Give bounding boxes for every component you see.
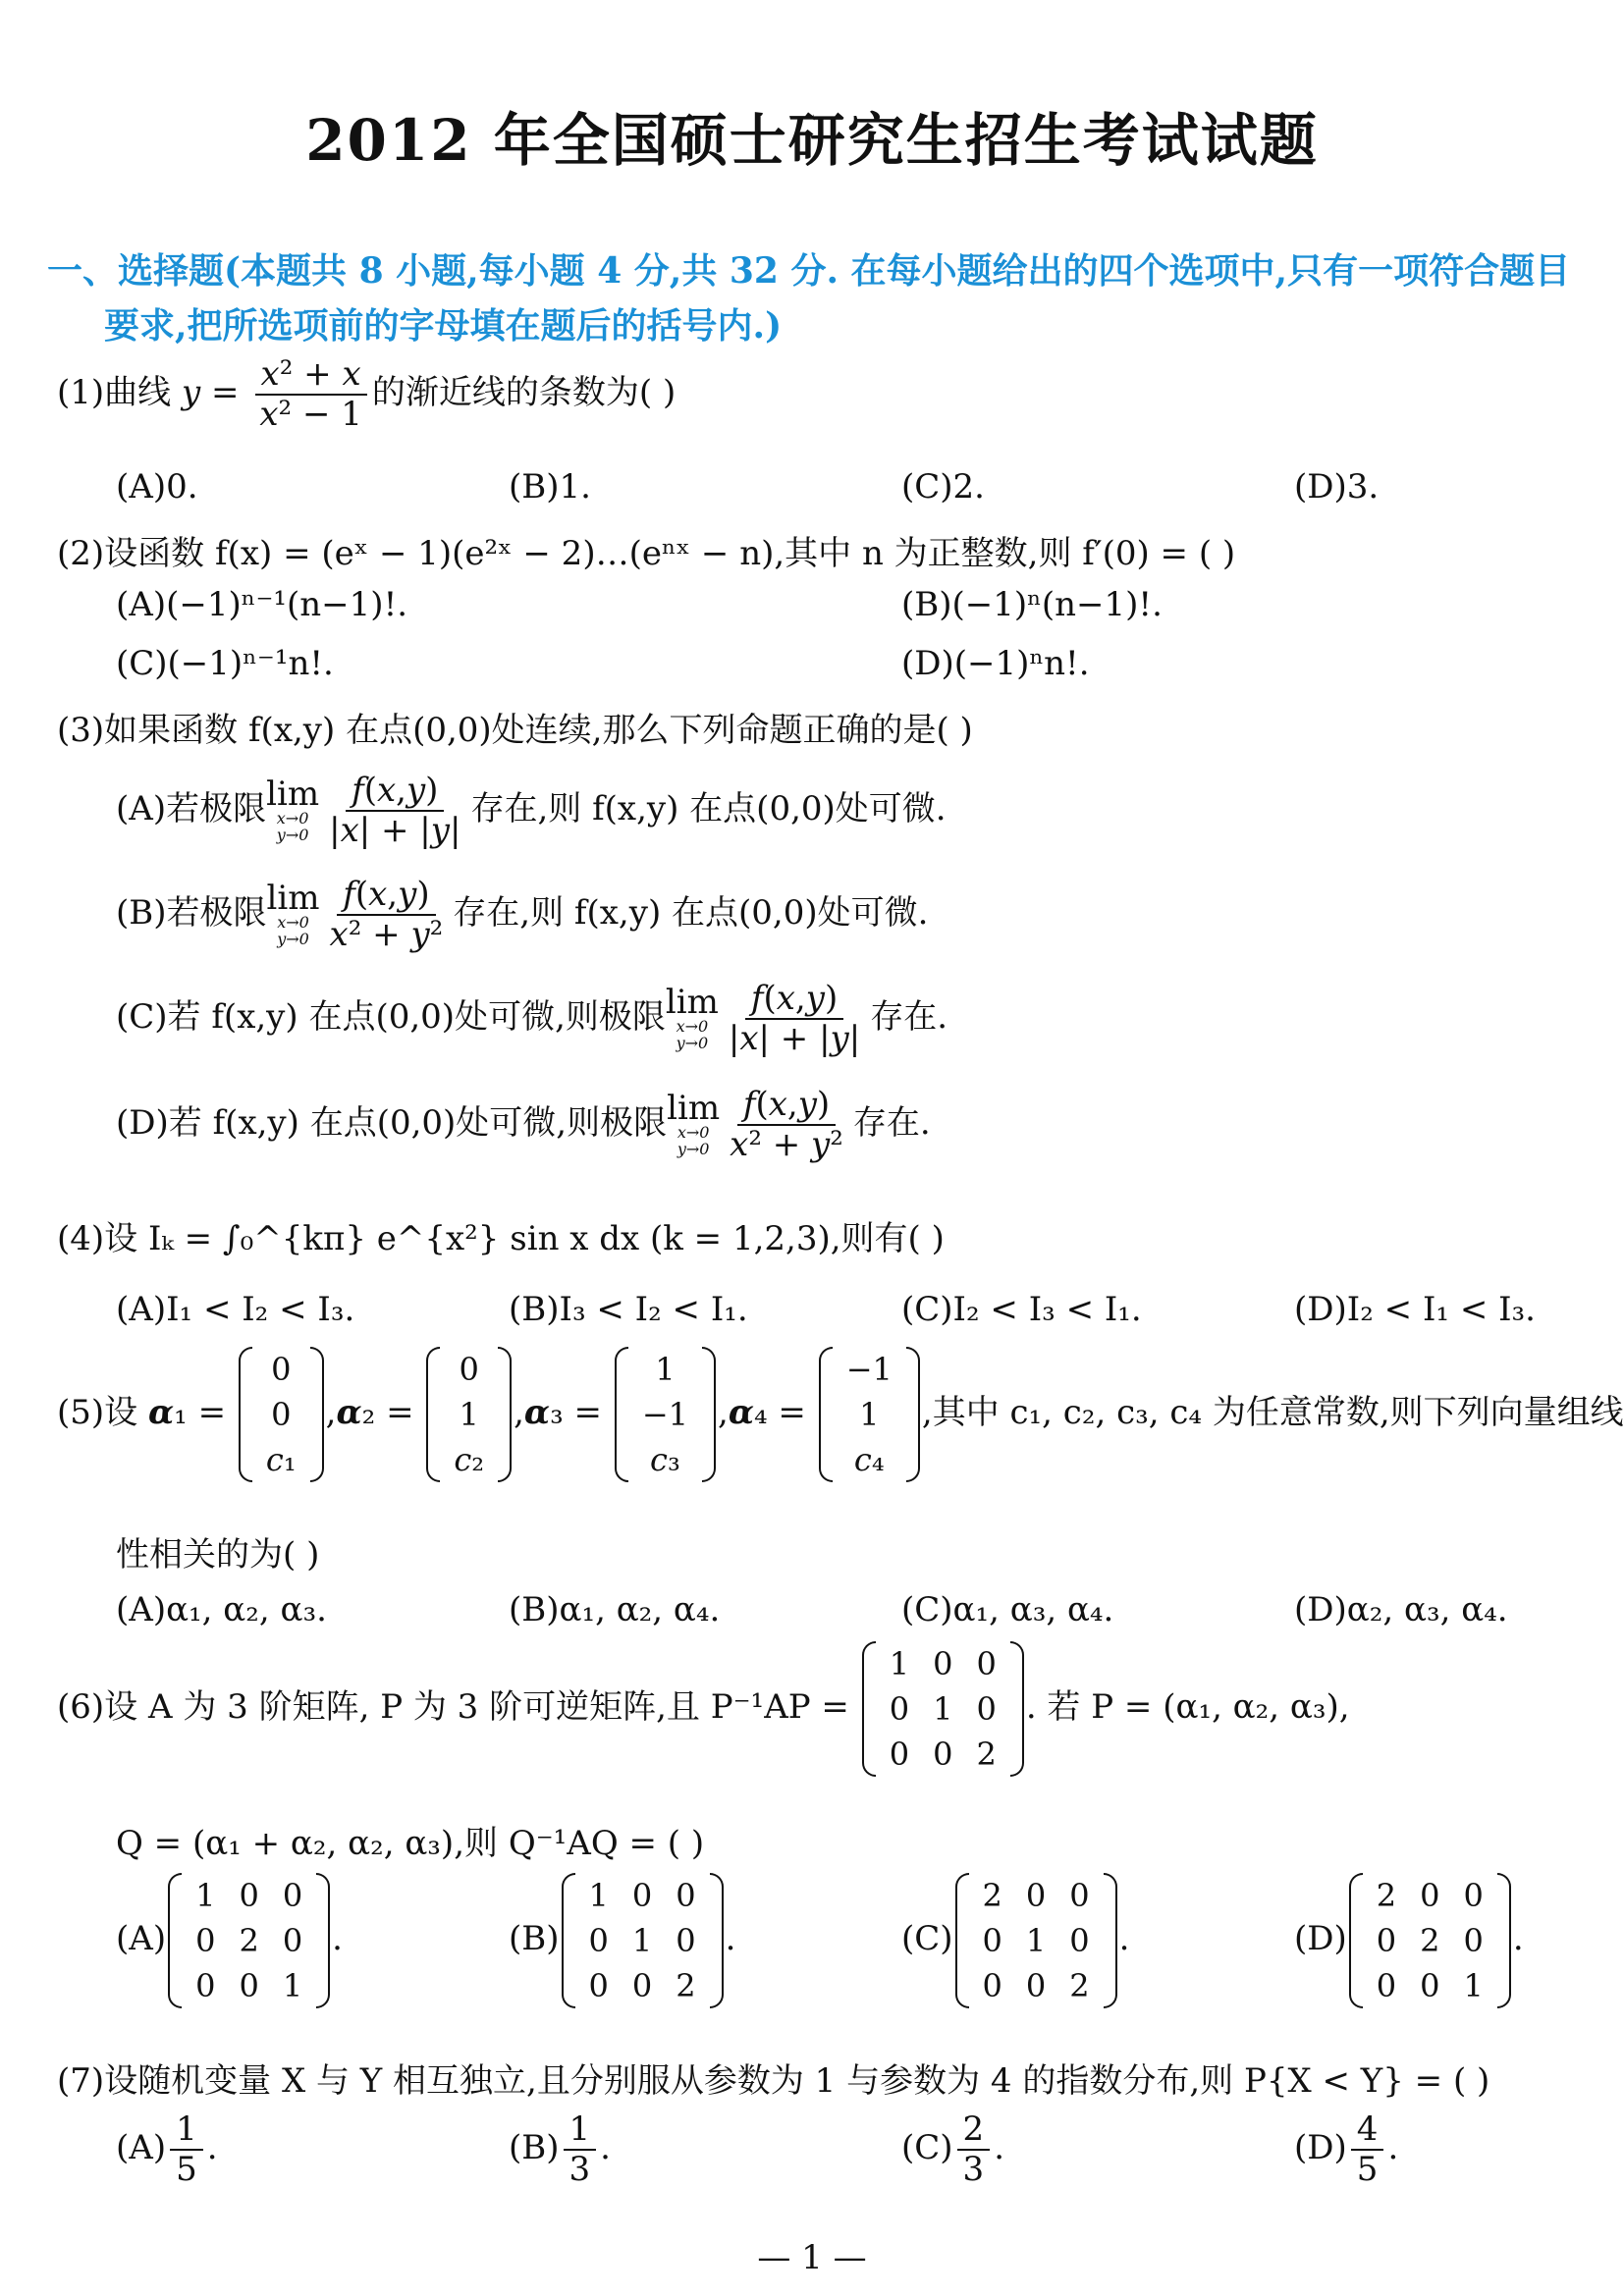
limit-symbol: lim x→0 y→0 [667, 1089, 721, 1159]
q3a-fraction: $\frac{f(x,y)}{|x| + |y|}$ [329, 771, 461, 851]
q3-option-b[interactable]: (B)若极限lim x→0 y→0 $\frac{f(x,y)}{\text{x² + y²}}$ 存在,则 f(x,y) 在点(0,0)处可微. [116, 875, 929, 955]
vector-alpha1: 0 0 c₁ [237, 1347, 326, 1482]
q3b-fraction: $\frac{f(x,y)}{\text{x² + y²}}$ [329, 875, 444, 955]
question-6-line2: Q = (α₁ + α₂, α₂, α₃),则 Q⁻¹AQ = ( ) [116, 1824, 705, 1863]
q2-option-b[interactable]: (B)(−1)ⁿ(n−1)!. [901, 585, 1163, 624]
q2-option-a[interactable]: (A)(−1)ⁿ⁻¹(n−1)!. [116, 585, 408, 624]
vector-alpha2: 0 1 c₂ [424, 1347, 514, 1482]
matrix-option-a: 1 0 0 0 2 0 0 0 1 [166, 1873, 332, 2008]
q5-option-b[interactable]: (B)α₁, α₂, α₄. [509, 1590, 721, 1629]
vector-alpha3: 1 −1 c₃ [613, 1347, 718, 1482]
q4-option-c[interactable]: (C)I₂ < I₃ < I₁. [901, 1290, 1142, 1329]
limit-symbol: lim x→0 y→0 [665, 983, 719, 1053]
q2-option-c[interactable]: (C)(−1)ⁿ⁻¹n!. [116, 644, 334, 683]
q1-option-c[interactable]: (C)2. [901, 467, 985, 507]
q6-option-d[interactable]: (D) 2 0 0 0 2 0 0 0 1 . [1294, 1873, 1524, 2008]
q2-option-d[interactable]: (D)(−1)ⁿn!. [901, 644, 1090, 683]
matrix-option-b: 1 0 0 0 1 0 0 0 2 [560, 1873, 726, 2008]
question-3-stem: (3)如果函数 f(x,y) 在点(0,0)处连续,那么下列命题正确的是( ) [57, 711, 973, 750]
q7-option-c[interactable]: (C) $\frac{2}{3}$ . [901, 2109, 1004, 2190]
question-1-stem: (1)曲线 y = $\frac{\text{x² + x}}{\text{x² − 1}}$ 的渐近线的条数为( ) [57, 354, 677, 435]
limit-symbol: lim x→0 y→0 [266, 879, 320, 949]
question-4-stem: (4)设 Iₖ = ∫₀^{kπ} e^{x²} sin x dx (k = 1,2,3),则有( ) [57, 1219, 945, 1258]
q4-option-b[interactable]: (B)I₃ < I₂ < I₁. [509, 1290, 748, 1329]
q1-fraction: $\frac{\text{x² + x}}{\text{x² − 1}}$ [253, 355, 368, 434]
question-5-line2: 性相关的为( ) [116, 1535, 320, 1575]
question-7-stem: (7)设随机变量 X 与 Y 相互独立,且分别服从参数为 1 与参数为 4 的指数分布,则 P{X < Y} = ( ) [57, 2061, 1490, 2101]
limit-symbol: lim x→0 y→0 [266, 774, 320, 845]
q6-option-c[interactable]: (C) 2 0 0 0 1 0 0 0 2 . [901, 1873, 1129, 2008]
matrix-option-c: 2 0 0 0 1 0 0 0 2 [953, 1873, 1119, 2008]
q6-option-b[interactable]: (B) 1 0 0 0 1 0 0 0 2 . [509, 1873, 735, 2008]
q3-option-c[interactable]: (C)若 f(x,y) 在点(0,0)处可微,则极限lim x→0 y→0 $\frac{f(x,y)}{|x| + |y|}$ 存在. [116, 979, 948, 1059]
matrix-diag: 1 0 0 0 1 0 0 0 2 [860, 1641, 1026, 1777]
q3d-fraction: $\frac{f(x,y)}{\text{x² + y²}}$ [730, 1085, 843, 1165]
q4-option-a[interactable]: (A)I₁ < I₂ < I₃. [116, 1290, 355, 1329]
q7-option-b[interactable]: (B) $\frac{1}{3}$ . [509, 2109, 611, 2190]
q1-option-a[interactable]: (A)0. [116, 467, 198, 507]
q4-option-d[interactable]: (D)I₂ < I₁ < I₃. [1294, 1290, 1536, 1329]
question-5-stem: (5)设 α₁ = 0 0 c₁ ,α₂ = 0 1 c₂ ,α₃ = 1 −1 c₃ ,α₄ = −1 1 c₄ ,其中 c₁, c₂, c₃, c₄ 为任意常数,则下列向量组线 [57, 1347, 1624, 1482]
matrix-option-d: 2 0 0 0 2 0 0 0 1 [1347, 1873, 1513, 2008]
q7-option-d[interactable]: (D) $\frac{4}{5}$ . [1294, 2109, 1399, 2190]
q3c-fraction: $\frac{f(x,y)}{|x| + |y|}$ [728, 979, 861, 1059]
q1-option-d[interactable]: (D)3. [1294, 467, 1380, 507]
page-title: 2012 年全国硕士研究生招生考试试题 [305, 107, 1319, 174]
q1-option-b[interactable]: (B)1. [509, 467, 591, 507]
section-header [47, 243, 1584, 353]
q6-option-a[interactable]: (A) 1 0 0 0 2 0 0 0 1 . [116, 1873, 343, 2008]
vector-alpha4: −1 1 c₄ [817, 1347, 922, 1482]
section-header-line1: 一、选择题(本题共 8 小题,每小题 4 分,共 32 分. 在每小题给出的四个选项中,只有一项符合题目 [47, 250, 1571, 292]
q5-option-c[interactable]: (C)α₁, α₃, α₄. [901, 1590, 1114, 1629]
q5-option-a[interactable]: (A)α₁, α₂, α₃. [116, 1590, 327, 1629]
section-header-line2: 要求,把所选项前的字母填在题后的括号内.) [104, 305, 783, 347]
q3-option-d[interactable]: (D)若 f(x,y) 在点(0,0)处可微,则极限lim x→0 y→0 $\frac{f(x,y)}{\text{x² + y²}}$ 存在. [116, 1085, 931, 1165]
q7-option-a[interactable]: (A) $\frac{1}{5}$ . [116, 2109, 218, 2190]
q5-option-d[interactable]: (D)α₂, α₃, α₄. [1294, 1590, 1508, 1629]
question-2-stem: (2)设函数 f(x) = (eˣ − 1)(e²ˣ − 2)…(eⁿˣ − n),其中 n 为正整数,则 f′(0) = ( ) [57, 534, 1236, 573]
page-number: — 1 — [757, 2238, 867, 2277]
question-6-stem: (6)设 A 为 3 阶矩阵, P 为 3 阶可逆矩阵,且 P⁻¹AP = 1 0 0 0 1 0 0 0 2 . 若 P = (α₁, α₂, α₃), [57, 1641, 1350, 1777]
q3-option-a[interactable]: (A)若极限lim x→0 y→0 $\frac{f(x,y)}{|x| + |y|}$ 存在,则 f(x,y) 在点(0,0)处可微. [116, 771, 947, 851]
